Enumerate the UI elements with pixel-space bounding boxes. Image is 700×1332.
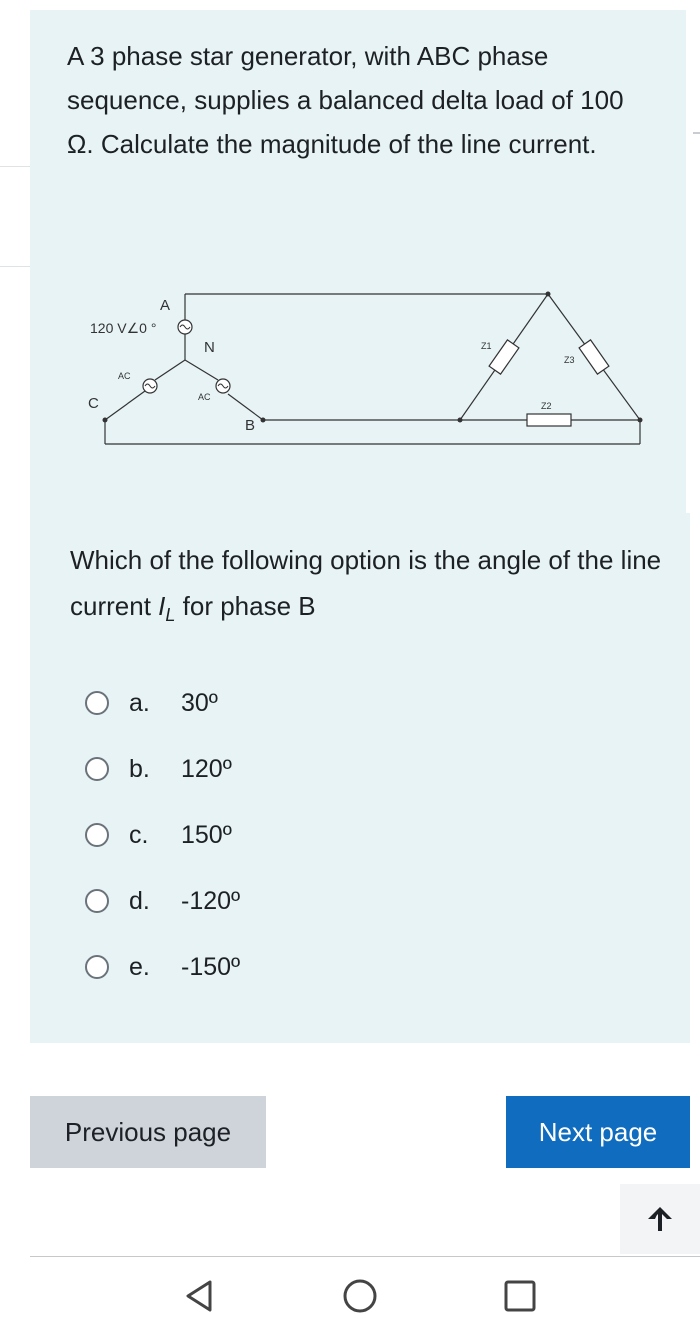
option-e-letter: e.	[129, 952, 150, 981]
option-e-value: -150º	[181, 952, 241, 981]
option-a[interactable]	[85, 683, 218, 723]
question-text: A 3 phase star generator, with ABC phase sequence, supplies a balanced delta load of 100 Ω. Calculate the magnitude of the line current.	[67, 41, 624, 159]
option-e-radio[interactable]	[85, 955, 109, 979]
option-c-value: 150º	[181, 820, 232, 849]
node-c-label: C	[88, 395, 99, 412]
z1-label: Z1	[481, 341, 492, 351]
current-symbol: I	[158, 591, 166, 621]
system-nav-bar	[0, 1256, 700, 1332]
option-c[interactable]	[85, 815, 232, 855]
subquestion-text-after: for phase B	[175, 591, 316, 621]
option-a-value: 30º	[181, 688, 218, 717]
option-d[interactable]	[85, 881, 240, 921]
circuit-diagram	[80, 282, 660, 452]
right-edge-mark	[693, 132, 700, 134]
option-b-letter: b.	[129, 754, 150, 783]
answer-card	[30, 513, 690, 1043]
square-recents-icon[interactable]	[498, 1274, 542, 1318]
circle-home-icon[interactable]	[338, 1274, 382, 1318]
subquestion-text-before: Which of the following option is the angle of the line current	[70, 545, 662, 621]
node-b-label: B	[245, 417, 256, 434]
arrow-up-icon	[645, 1204, 675, 1234]
option-d-letter: d.	[129, 886, 150, 915]
option-c-letter: c.	[129, 820, 149, 849]
nav-divider	[30, 1256, 700, 1257]
left-edge-divider-2	[0, 266, 30, 267]
z3-label: Z3	[564, 355, 575, 365]
next-page-button[interactable]: Next page	[506, 1096, 690, 1168]
option-d-radio[interactable]	[85, 889, 109, 913]
ac-left-label: AC	[118, 371, 131, 381]
node-n-label: N	[204, 339, 215, 356]
source-label: 120 V∠0 °	[90, 320, 157, 336]
option-b-radio[interactable]	[85, 757, 109, 781]
option-c-radio[interactable]	[85, 823, 109, 847]
triangle-back-icon[interactable]	[178, 1274, 222, 1318]
previous-page-button[interactable]: Previous page	[30, 1096, 266, 1168]
option-a-radio[interactable]	[85, 691, 109, 715]
subquestion-text	[70, 537, 670, 638]
current-subscript: L	[165, 605, 176, 626]
option-b-value: 120º	[181, 754, 232, 783]
node-a-label: A	[160, 297, 171, 314]
ac-right-label: AC	[198, 392, 211, 402]
left-edge-divider	[0, 166, 30, 167]
option-b[interactable]	[85, 749, 232, 789]
back-to-top-button[interactable]	[620, 1184, 700, 1254]
option-d-value: -120º	[181, 886, 241, 915]
z2-label: Z2	[541, 401, 552, 411]
option-e[interactable]	[85, 947, 240, 987]
option-a-letter: a.	[129, 688, 150, 717]
